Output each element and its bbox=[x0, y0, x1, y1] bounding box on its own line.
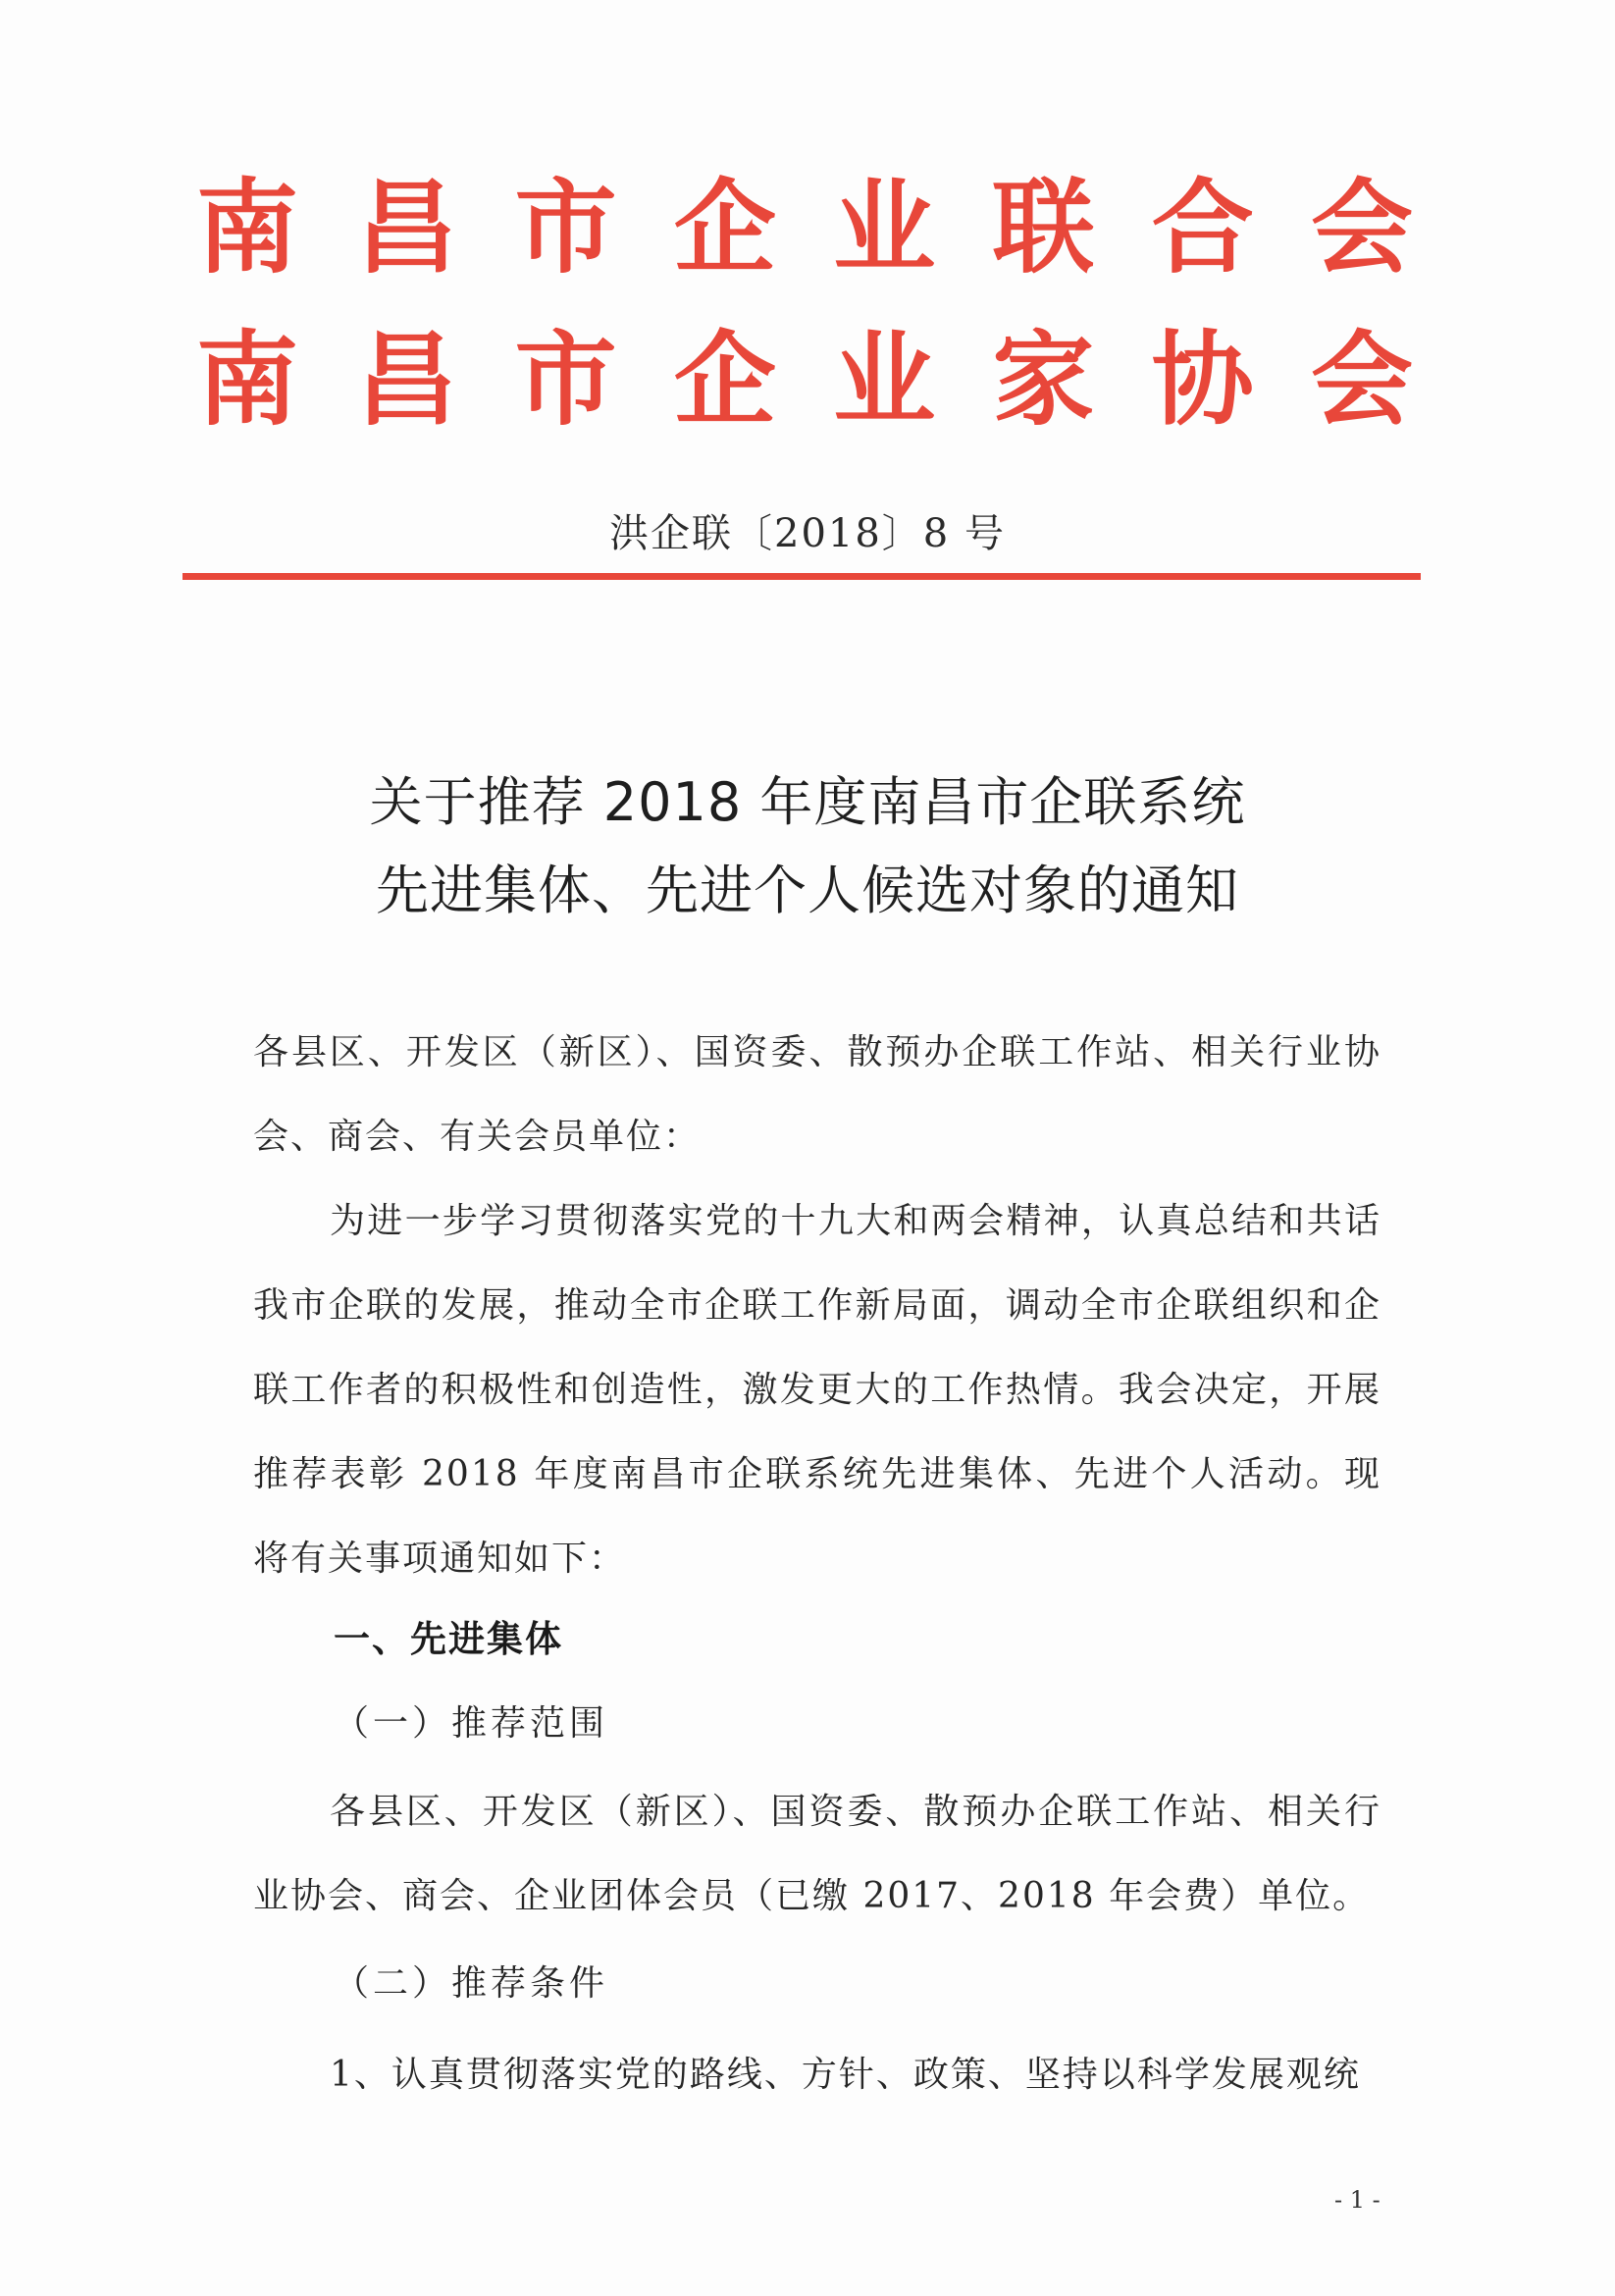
page-number: - 1 - bbox=[1334, 2186, 1381, 2214]
org-char: 会 bbox=[1310, 319, 1413, 440]
intro-paragraph bbox=[253, 1179, 1381, 1601]
org-char: 昌 bbox=[355, 319, 458, 440]
org-char: 协 bbox=[1151, 319, 1254, 440]
salutation-text: 各县区、开发区（新区）、国资委、散预办企联工作站、相关行业协会、商会、有关会员单位： bbox=[253, 1032, 1381, 1157]
title-line-2: 先进集体、先进个人候选对象的通知 bbox=[376, 860, 1239, 921]
document-number: 洪企联〔2018〕8 号 bbox=[609, 511, 1006, 556]
org-char: 联 bbox=[992, 167, 1095, 287]
org-char: 业 bbox=[833, 167, 936, 287]
org-char: 南 bbox=[196, 319, 299, 440]
org-char: 企 bbox=[673, 319, 776, 440]
subsection-heading-conditions: （二）推荐条件 bbox=[334, 1963, 609, 2004]
org-char: 南 bbox=[196, 167, 299, 287]
scope-paragraph bbox=[253, 1770, 1381, 1939]
salutation bbox=[253, 1011, 1381, 1179]
scope-text: 各县区、开发区（新区）、国资委、散预办企联工作站、相关行业协会、商会、企业团体会员（已缴 2017、2018 年会费）单位。 bbox=[253, 1792, 1381, 1916]
subsection-heading-scope: （一）推荐范围 bbox=[334, 1703, 609, 1744]
org-char: 昌 bbox=[355, 167, 458, 287]
section-heading-collective: 一、先进集体 bbox=[334, 1618, 563, 1660]
org-char: 企 bbox=[673, 167, 776, 287]
org-name-line-2 bbox=[196, 319, 1413, 440]
org-char: 市 bbox=[514, 167, 617, 287]
title-line-1: 关于推荐 2018 年度南昌市企联系统 bbox=[369, 771, 1246, 833]
header-divider bbox=[182, 573, 1421, 580]
org-char: 会 bbox=[1310, 167, 1413, 287]
org-name-line-1 bbox=[196, 167, 1413, 287]
org-char: 家 bbox=[992, 319, 1095, 440]
org-char: 合 bbox=[1151, 167, 1254, 287]
condition-item-1-text: 1、认真贯彻落实党的路线、方针、政策、坚持以科学发展观统 bbox=[330, 2055, 1361, 2095]
intro-text: 为进一步学习贯彻落实党的十九大和两会精神，认真总结和共话我市企联的发展，推动全市企联工作新局面，调动全市企联组织和企联工作者的积极性和创造性，激发更大的工作热情。我会决定，开展推荐表彰 2018 年度南昌市企联系统先进集体、先进个人活动。现将有关事项通知如下： bbox=[253, 1201, 1381, 1579]
condition-item-1 bbox=[253, 2033, 1381, 2117]
org-char: 业 bbox=[833, 319, 936, 440]
org-char: 市 bbox=[514, 319, 617, 440]
